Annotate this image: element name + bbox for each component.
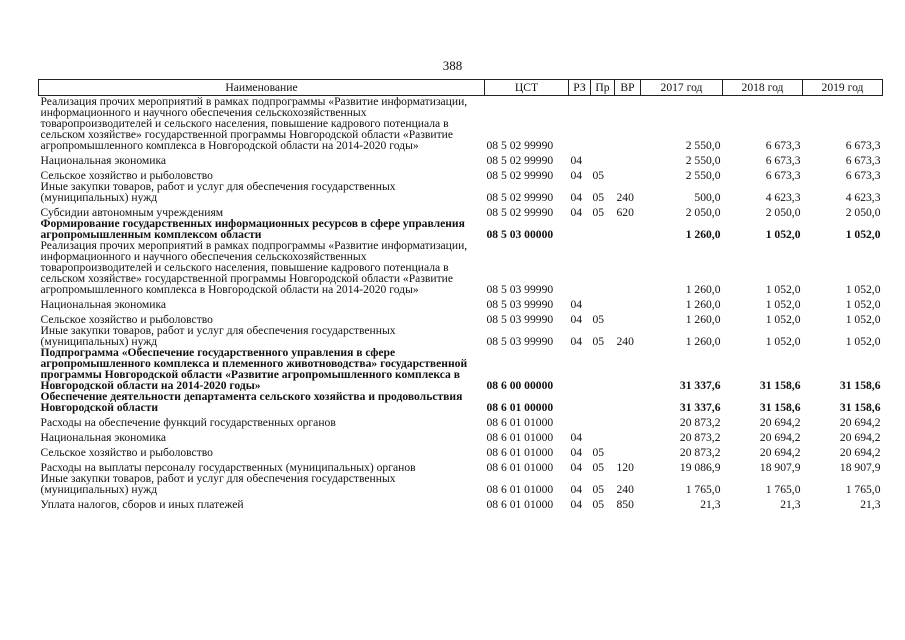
cell-2018: 1 052,0 [765,228,801,241]
cell-cst: 08 5 03 99990 [486,283,554,296]
cell-2017: 2 550,0 [685,154,721,167]
cell-pr: 05 [592,191,605,204]
cell-2019: 21,3 [860,498,881,511]
cell-pr [591,151,615,166]
cell-pr: 05 [592,335,605,348]
cell-name: Формирование государственных информационных ресурсов в сфере управления агропромышленным комплексом области [40,217,465,241]
cell-vr [615,347,641,391]
cell-pr [591,295,615,310]
cell-cst: 08 6 01 01000 [486,431,554,444]
cell-cst: 08 5 02 99990 [486,169,554,182]
cell-pr [591,413,615,428]
cell-pr: 05 [592,498,605,511]
cell-2017: 20 873,2 [679,416,721,429]
cell-2017: 1 765,0 [685,483,721,496]
cell-2019: 1 052,0 [845,335,881,348]
cell-2017: 20 873,2 [679,446,721,459]
table-row [39,218,883,240]
cell-name: Сельское хозяйство и рыболовство [40,313,213,326]
cell-cst: 08 6 01 01000 [486,483,554,496]
table-row [39,181,883,203]
cell-2017: 2 550,0 [685,169,721,182]
table-row [39,495,883,510]
cell-name: Национальная экономика [40,431,167,444]
cell-name: Иные закупки товаров, работ и услуг для обеспечения государственных (муниципальных) нужд [40,180,396,204]
cell-2017: 1 260,0 [685,335,721,348]
cell-2017: 21,3 [700,498,721,511]
cell-rz [569,96,591,152]
table-header [39,80,883,96]
cell-2018: 20 694,2 [759,431,801,444]
table-row [39,151,883,166]
header-name: Наименование [39,80,485,96]
cell-pr: 05 [592,206,605,219]
cell-2017: 20 873,2 [679,431,721,444]
cell-cst: 08 6 00 00000 [486,379,554,392]
cell-rz: 04 [570,483,583,496]
table-row [39,428,883,443]
cell-2019: 6 673,3 [845,169,881,182]
cell-pr [591,347,615,391]
header-rz: РЗ [569,80,591,96]
table-body [39,96,883,511]
cell-2018: 18 907,9 [759,461,801,474]
cell-rz: 04 [570,431,583,444]
cell-name: Расходы на выплаты персоналу государственных (муниципальных) органов [40,461,416,474]
cell-rz: 04 [570,446,583,459]
cell-2018: 1 052,0 [765,335,801,348]
cell-vr [615,96,641,152]
table-row [39,96,883,152]
cell-pr: 05 [592,483,605,496]
header-2019: 2019 год [803,80,883,96]
cell-name: Подпрограмма «Обеспечение государственного управления в сфере агропромышленного комплекса и племенного животноводства» государственной программы Новгородской области «Развитие агропромышленного комплекса в Новгородской области на 2014-2020 годы» [40,346,468,392]
cell-rz: 04 [570,298,583,311]
cell-vr [615,428,641,443]
cell-rz: 04 [570,335,583,348]
cell-vr: 240 [616,335,634,348]
cell-2018: 1 052,0 [765,313,801,326]
cell-2019: 20 694,2 [839,446,881,459]
cell-rz [569,413,591,428]
table-row [39,413,883,428]
cell-vr [615,240,641,295]
table-row [39,203,883,218]
cell-2019: 18 907,9 [839,461,881,474]
cell-rz: 04 [570,461,583,474]
header-2017: 2017 год [641,80,723,96]
cell-2019: 1 052,0 [845,313,881,326]
cell-2019: 31 158,6 [839,379,881,392]
page-number: 388 [442,58,463,73]
cell-rz: 04 [570,313,583,326]
cell-pr [591,240,615,295]
cell-vr: 120 [616,461,634,474]
cell-2018: 1 052,0 [765,298,801,311]
cell-2018: 21,3 [780,498,801,511]
table-row [39,347,883,391]
cell-2019: 1 052,0 [845,298,881,311]
cell-rz [569,240,591,295]
cell-cst: 08 5 02 99990 [486,206,554,219]
cell-name: Сельское хозяйство и рыболовство [40,446,213,459]
cell-pr [591,96,615,152]
cell-cst: 08 6 01 01000 [486,446,554,459]
cell-2017: 1 260,0 [685,313,721,326]
cell-vr [615,151,641,166]
cell-rz: 04 [570,191,583,204]
cell-2019: 6 673,3 [845,139,881,152]
cell-pr [591,428,615,443]
cell-2019: 6 673,3 [845,154,881,167]
cell-2018: 6 673,3 [765,154,801,167]
cell-2018: 6 673,3 [765,169,801,182]
cell-vr [615,443,641,458]
cell-vr [615,310,641,325]
cell-pr: 05 [592,169,605,182]
cell-vr: 240 [616,483,634,496]
cell-2017: 1 260,0 [685,298,721,311]
cell-name: Обеспечение деятельности департамента сельского хозяйства и продовольствия Новгородской области [40,390,463,414]
cell-cst: 08 6 01 01000 [486,498,554,511]
cell-cst: 08 5 02 99990 [486,191,554,204]
cell-vr [615,166,641,181]
table-row [39,458,883,473]
cell-pr [591,391,615,413]
cell-vr: 240 [616,191,634,204]
cell-2018: 2 050,0 [765,206,801,219]
cell-cst: 08 5 03 99990 [486,313,554,326]
cell-2017: 2 550,0 [685,139,721,152]
cell-name: Иные закупки товаров, работ и услуг для обеспечения государственных (муниципальных) нужд [40,324,396,348]
cell-vr: 620 [616,206,634,219]
cell-cst: 08 5 02 99990 [486,154,554,167]
cell-cst: 08 5 02 99990 [486,139,554,152]
cell-vr [615,218,641,240]
cell-2019: 20 694,2 [839,431,881,444]
cell-2017: 2 050,0 [685,206,721,219]
budget-table [38,79,883,510]
table-row [39,473,883,495]
cell-pr: 05 [592,313,605,326]
cell-name: Национальная экономика [40,298,167,311]
cell-rz: 04 [570,498,583,511]
cell-cst: 08 6 01 01000 [486,461,554,474]
table-row [39,295,883,310]
cell-name: Уплата налогов, сборов и иных платежей [40,498,244,511]
cell-2017: 1 260,0 [685,283,721,296]
cell-2017: 19 086,9 [679,461,721,474]
table-row [39,310,883,325]
cell-vr [615,391,641,413]
cell-name: Реализация прочих мероприятий в рамках подпрограммы «Развитие информатизации, информационного и научного обеспечения сельскохозяйственных товаропроизводителей и сельского населения, повышение кадрового потенциала в сельском хозяйстве» государственной программы Новгородской области «Развитие агропромышленного комплекса в Новгородской области на 2014-2020 годы» [40,239,468,296]
cell-2019: 2 050,0 [845,206,881,219]
cell-rz [569,347,591,391]
cell-name: Иные закупки товаров, работ и услуг для обеспечения государственных (муниципальных) нужд [40,472,396,496]
header-2018: 2018 год [723,80,803,96]
cell-2018: 1 052,0 [765,283,801,296]
cell-pr: 05 [592,461,605,474]
table-row [39,325,883,347]
header-vr: ВР [615,80,641,96]
cell-rz: 04 [570,154,583,167]
cell-vr [615,413,641,428]
cell-2019: 1 765,0 [845,483,881,496]
cell-2017: 1 260,0 [685,228,721,241]
cell-name: Сельское хозяйство и рыболовство [40,169,213,182]
cell-rz [569,218,591,240]
cell-rz: 04 [570,169,583,182]
cell-2018: 20 694,2 [759,446,801,459]
cell-2018: 31 158,6 [759,401,801,414]
cell-2017: 500,0 [694,191,721,204]
cell-cst: 08 5 03 00000 [486,228,554,241]
cell-rz: 04 [570,206,583,219]
cell-vr [615,295,641,310]
cell-2018: 1 765,0 [765,483,801,496]
cell-vr: 850 [616,498,634,511]
cell-2019: 31 158,6 [839,401,881,414]
cell-2017: 31 337,6 [679,379,721,392]
cell-cst: 08 5 03 99990 [486,298,554,311]
cell-pr: 05 [592,446,605,459]
cell-2019: 20 694,2 [839,416,881,429]
cell-pr [591,218,615,240]
cell-name: Реализация прочих мероприятий в рамках подпрограммы «Развитие информатизации, информационного и научного обеспечения сельскохозяйственных товаропроизводителей и сельского населения, повышение кадрового потенциала в сельском хозяйстве» государственной программы Новгородской области «Развитие агропромышленного комплекса в Новгородской области на 2014-2020 годы» [40,95,468,152]
cell-2017: 31 337,6 [679,401,721,414]
cell-2019: 4 623,3 [845,191,881,204]
cell-2018: 6 673,3 [765,139,801,152]
header-cst: ЦСТ [485,80,569,96]
cell-cst: 08 5 03 99990 [486,335,554,348]
cell-cst: 08 6 01 01000 [486,416,554,429]
table-row [39,391,883,413]
cell-2018: 4 623,3 [765,191,801,204]
cell-2018: 20 694,2 [759,416,801,429]
table-row [39,443,883,458]
header-pr: Пр [591,80,615,96]
cell-2019: 1 052,0 [845,228,881,241]
table-row [39,240,883,295]
cell-name: Субсидии автономным учреждениям [40,206,224,219]
cell-name: Расходы на обеспечение функций государственных органов [40,416,336,429]
cell-cst: 08 6 01 00000 [486,401,554,414]
cell-name: Национальная экономика [40,154,167,167]
table-row [39,166,883,181]
cell-rz [569,391,591,413]
cell-2019: 1 052,0 [845,283,881,296]
cell-2018: 31 158,6 [759,379,801,392]
